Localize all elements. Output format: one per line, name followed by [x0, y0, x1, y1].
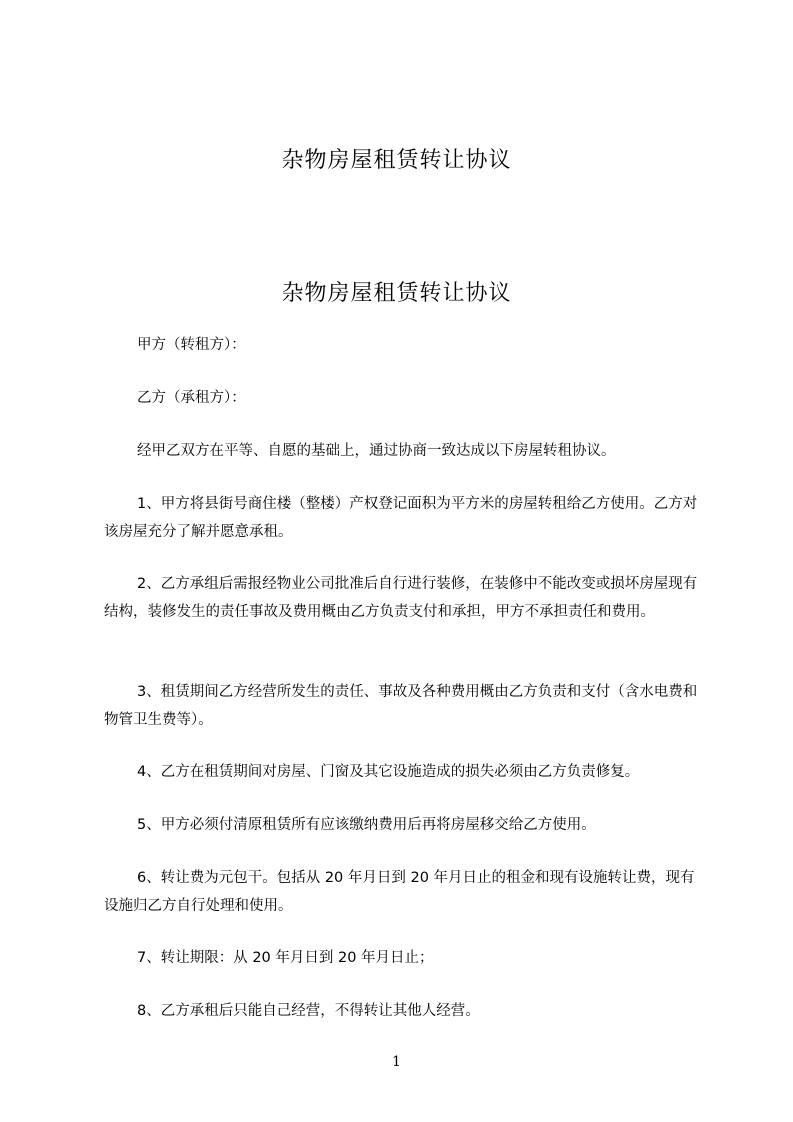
clause-8: 8、乙方承租后只能自己经营，不得转让其他人经营。	[137, 1003, 480, 1019]
clause-5: 5、甲方必须付清原租赁所有应该缴纳费用后再将房屋移交给乙方使用。	[137, 817, 596, 833]
document-title: 杂物房屋租赁转让协议	[281, 281, 512, 306]
document-header-title: 杂物房屋租赁转让协议	[281, 148, 512, 173]
clause-3: 3、租赁期间乙方经营所发生的责任、事故及各种费用概由乙方负责和支付（含水电费和物管卫生费等）。	[104, 684, 698, 728]
intro-paragraph: 经甲乙双方在平等、自愿的基础上，通过协商一致达成以下房屋转租协议。	[137, 443, 616, 459]
clause-1: 1、甲方将县街号商住楼（整楼）产权登记面积为平方米的房屋转租给乙方使用。乙方对该房屋充分了解并愿意承租。	[104, 496, 698, 540]
clause-2: 2、乙方承组后需报经物业公司批准后自行进行装修，在装修中不能改变或损坏房屋现有结构，装修发生的责任事故及费用概由乙方负责支付和承担，甲方不承担责任和费用。	[104, 576, 698, 620]
clause-7: 7、转让期限：从 20 年月日到 20 年月日止；	[137, 950, 434, 966]
clause-4: 4、乙方在租赁期间对房屋、门窗及其它设施造成的损失必须由乙方负责修复。	[137, 764, 640, 780]
party-b-line: 乙方（承租方）：	[137, 390, 246, 406]
party-a-line: 甲方（转租方）：	[137, 337, 246, 353]
page-number: 1	[392, 1054, 401, 1070]
clause-6: 6、转让费为元包干。包括从 20 年月日到 20 年月日止的租金和现有设施转让费，现有设施归乙方自行处理和使用。	[104, 870, 695, 914]
